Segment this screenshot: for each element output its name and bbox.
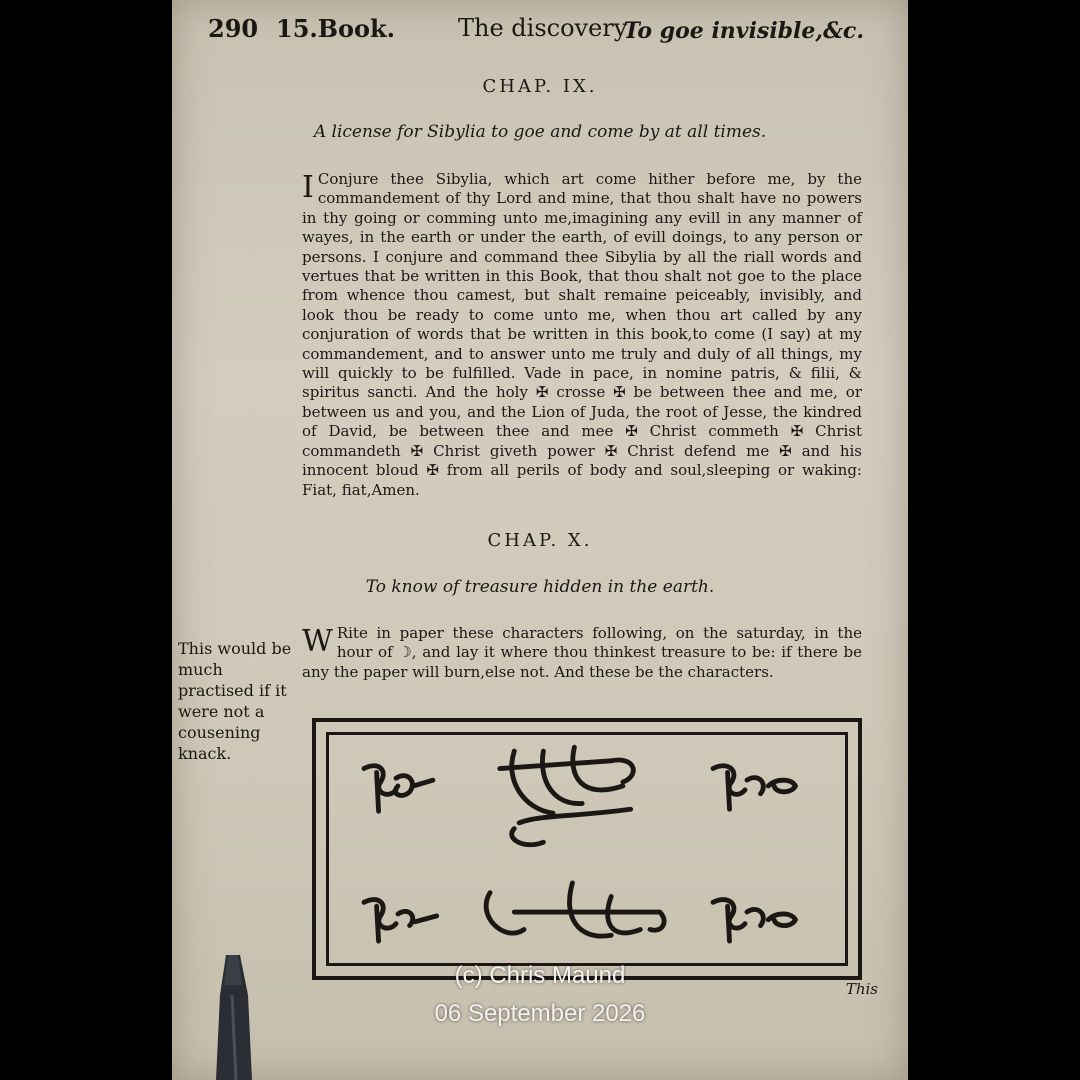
chapter-ix-body: [302, 170, 862, 500]
chapter-x-text: Rite in paper these characters following, on the saturday, in the hour of ☽, and lay it where thou thinkest treasure to be: if there be any the paper will burn,else not. And these be the characters.: [302, 624, 862, 681]
page-number: 290: [208, 14, 259, 43]
chapter-x-heading: CHAP. X.: [487, 530, 593, 551]
dropcap: I: [302, 170, 314, 205]
page-header: [172, 14, 908, 50]
chapter-ix-text: Conjure thee Sibylia, which art come hither before me, by the commandement of thy Lord and mine, that thou shalt have no powers in thy going or comming unto me,imagining any evill in any manner of wayes, in the earth or under the earth, of evill doings, to any person or persons. I conjure and command thee Sibylia by all the riall words and vertues that be written in this Book, that thou shalt not goe to the place from whence thou camest, but shalt remaine peiceably, invisibly, and look thou be ready to come unto me, when thou art called by any conjuration of words that be written in this book,to come (I say) at my commandement, and to answer unto me truly and duly of all things, my will quickly to be fulfilled. Vade in pace, in nomine patris, & filii, & spiritus sancti. And the holy ✠ crosse ✠ be between thee and me, or between us and you, and the Lion of Juda, the root of Jesse, the kindred of David, be between thee and mee ✠ Christ commeth ✠ Christ commandeth ✠ Christ giveth power ✠ Christ defend me ✠ and his innocent bloud ✠ from all perils of body and soul,sleeping or waking: Fiat, fiat,Amen.: [302, 170, 862, 499]
chapter-ix-subtitle: A license for Sibylia to goe and come by at all times.: [313, 122, 767, 142]
catchword: This: [845, 980, 878, 998]
chapter-ix-heading: CHAP. IX.: [482, 76, 598, 97]
watermark-credit: (c) Chris Maund: [454, 962, 626, 989]
chapter-x-subtitle: To know of treasure hidden in the earth.: [365, 577, 715, 597]
magic-characters-figure: [312, 718, 862, 980]
margin-note: This would be much practised if it were not a cousening knack.: [178, 639, 292, 763]
chapter-x-body: [302, 624, 862, 682]
book-page: [172, 0, 908, 1080]
dropcap: W: [302, 624, 333, 659]
running-head: To goe invisible,&c.: [623, 18, 864, 44]
watermark-date: 06 September 2026: [434, 1000, 646, 1027]
book-number: 15.Book.: [276, 14, 396, 43]
page-title: The discovery: [458, 14, 628, 42]
characters-drawing: [316, 722, 858, 976]
